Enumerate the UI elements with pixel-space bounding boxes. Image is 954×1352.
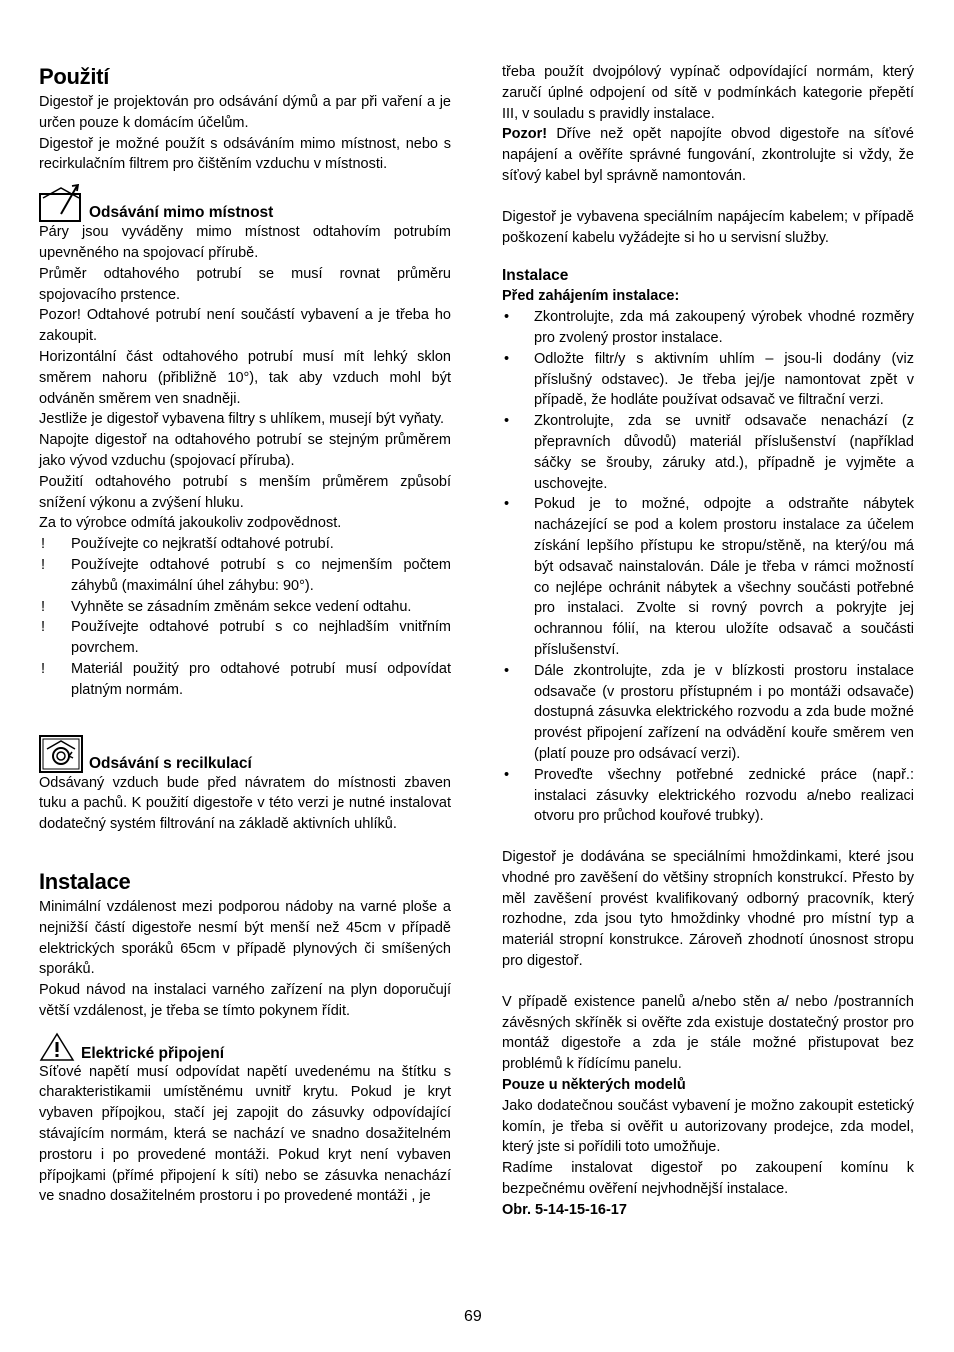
kabel-paragraph: Digestoř je vybavena speciálním napájecím kabelem; v případě poškození kabelu vyžádejte si ho u servisní služby. [502,208,914,246]
list-item: ! Používejte co nejkratší odtahové potrubí. [41,536,334,553]
instalace-paragraph-2: Pokud návod na instalaci varného zařízení na plyn doporučují větší vzdálenost, je třeba se tímto pokynem řídit. [39,982,451,1019]
pred-instalaci-list [502,307,914,827]
elektricke-heading-row [39,1032,451,1062]
list-item: ! Materiál použitý pro odtahové potrubí musí odpovídat platným normám. [41,660,451,698]
list-item: • Zkontrolujte, zda má zakoupený výrobek vhodné rozměry pro zvolený prostor instalace. [504,309,914,346]
recirkulace-paragraph: Odsávaný vzduch bude před návratem do místnosti zbaven tuku a pachů. K použití digestoře v této verzi je nutné instalovat dodatečný systém filtrování na základě aktivních uhlíků. [39,774,451,833]
odsavani-rules-list [39,534,451,700]
instalace-paragraph-1: Minimální vzdálenost mezi podporou nádoby na varné ploše a nejnižší částí digestoře nesmí být menší než 45cm v případě elektrických sporáků 65cm v případě plynových či smíšených sporáků. [39,898,451,978]
odsavani-paragraph-7: Použití odtahového potrubí s menším průměrem způsobí snížení výkonu a zvýšení hluku. [39,473,451,511]
heading-instalace-right: Instalace [502,267,569,285]
list-item: • Zkontrolujte, zda se uvnitř odsavače nenachází (z přepravních důvodů) materiál příslušenství (například sáčky se šrouby, záruky atd.), případně je vyjměte a uschovejte. [504,413,914,492]
odsavani-paragraph-5: Jestliže je digestoř vybavena filtry s uhlíkem, musejí být vyňaty. [39,411,445,428]
hmozdinky-paragraph: Digestoř je dodávána se speciálními hmoždinkami, které jsou vhodné pro zavěšení do většiny stropních konstrukcí. Přesto by měl zavěšení provést kvalifikovaný odborný pracovník, který rozhodne, zda jsou tyto hmoždinky vhodné pro místní typ a materiál stropní konstrukce. Zároveň zhodnotí únosnost stropu pro digestoř. [502,849,914,970]
elektricke-paragraph: Síťové napětí musí odpovídat napětí uvedenému na štítku s charakteristikamii umístěnému uvnitř krytu. Pokud je kryt vybaven přípojkou, stačí jej zapojit do zásuvky odpovídající stávajícím normám, která se nachází ve snadno dosažitelném prostoru i po provedené montáži. Pokud kryt není vybaven přípojkami (přímé připojení k síti) nebo se zásuvka nenachází ve snadno dosažitelném prostoru i po provedené montáži , je [39,1063,451,1205]
left-column [39,62,451,1207]
pozor-label: Pozor! [502,126,548,143]
heading-odsavani-mimo: Odsávání mimo místnost [89,204,274,222]
panely-paragraph: V případě existence panelů a/nebo stěn a/ nebo /postranních závěsných skříněk si ověřte zda existuje dostatečný prostor pro montáž digestoře a zda je stále možné přistupovat bez problémů k řídícímu panelu. [502,993,914,1073]
heading-recirkulace: Odsávání s recilkulací [89,754,252,772]
right-column [502,62,914,1221]
heading-pouze-modely: Pouze u některých modelů [502,1077,686,1094]
list-item: ! Používejte odtahové potrubí s co nejhladším vnitřním povrchem. [41,619,451,657]
pouziti-paragraph-2: Digestoř je možné použít s odsáváním mimo místnost, nebo s recirkulačním filtrem pro čištěním vzduchu v místnosti. [39,135,451,173]
odsavani-mimo-heading-row [39,184,451,222]
recirculation-icon [39,735,83,773]
odsavani-paragraph-8: Za to výrobce odmítá jakoukoliv zodpovědnost. [39,515,342,532]
odsavani-paragraph-2: Průměr odtahového potrubí se musí rovnat průměru spojovacího prstence. [39,265,451,303]
list-item: • Dále zkontrolujte, zda je v blízkosti prostoru instalace odsavače (v prostoru přístupném i po montáži odsavače) dostupná zásuvka elektrického rozvodu a zda bude možné provést připojení zařízení na odvádění kouře směrem ven (platí pouze pro odsávací verzi). [504,662,914,762]
figure-reference: Obr. 5-14-15-16-17 [502,1201,627,1218]
page-number: 69 [464,1308,482,1325]
komin-paragraph-2: Radíme instalovat digestoř po zakoupení komínu k bezpečnému ověření nejvhodnější instalace. [502,1160,914,1198]
recirkulace-heading-row [39,735,451,773]
list-item: • Proveďte všechny potřebné zednické práce (např.: instalaci zásuvky elektrického rozvodu a/nebo realizaci otvoru pro průchod kouřové trubky). [504,766,914,825]
list-item: • Pokud je to možné, odpojte a odstraňte nábytek nacházející se pod a kolem prostoru instalace za účelem získání lepšího přístupu ke stropu/stěně, na který/ou má být odsavač nainstalován. Dále je třeba v rámci možností co nejlépe ochránit nábytek a všechny součásti potřebné pro instalaci. Zvolte si rovný povrch a pokryjte jej ochrannou fólií, na kterou uložíte odsavač a součásti příslušenství. [504,496,914,658]
list-item: ! Vyhněte se zásadním změnám sekce vedení odtahu. [41,598,412,615]
komin-paragraph-1: Jako dodatečnou součást vybavení je možno zakoupit estetický komín, je třeba si ověřit u autorizovany prodejce, zda model, který jste si pořídili toto umožňuje. [502,1097,914,1156]
warning-icon [39,1032,75,1062]
section-title-instalace: Instalace [39,868,131,894]
heading-elektricke: Elektrické připojení [81,1044,224,1062]
list-item: ! Používejte odtahové potrubí s co nejmenším počtem záhybů (maximální úhel záhybu: 90°). [41,556,451,594]
odsavani-paragraph-6: Napojte digestoř na odtahového potrubí se stejným průměrem jako vývod vzduchu (spojovací příruba). [39,432,451,469]
odsavani-paragraph-3: Pozor! Odtahové potrubí není součástí vybavení a je třeba ho zakoupit. [39,307,451,345]
odsavani-paragraph-4: Horizontální část odtahového potrubí musí mít lehký sklon směrem nahoru (přibližně 10°), tak aby vzduch mohl být odváněn směrem ven snadněji. [39,348,451,407]
odsavani-paragraph-1: Páry jsou vyváděny mimo místnost odtahovím potrubím upevněného na spojovací přírubě. [39,224,451,261]
heading-pred-zahajenim: Před zahájením instalace: [502,288,680,305]
section-title-pouziti: Použití [39,64,110,89]
outdoor-exhaust-icon [39,184,83,222]
list-item: • Odložte filtr/y s aktivním uhlím – jsou-li dodány (viz příslušný odstavec). Je třeba jej/je namontovat zpět v případě, že hodláte používat odsavač ve filtrační verzi. [504,350,914,409]
pozor-paragraph: Pozor! Dříve než opět napojíte obvod digestoře na síťové napájení a ověříte správné fungování, zkontrolujte si vždy, že síťový kabel byl správně namontován. [502,126,914,184]
continued-paragraph: třeba použít dvojpólový vypínač odpovídající normám, který zaručí úplné odpojení od sítě v podmínkách kategorie přepětí III, v souladu s pravidly instalace. [502,64,914,122]
pouziti-paragraph-1: Digestoř je projektován pro odsávání dýmů a par při vaření a je určen pouze k domácím účelům. [39,94,451,131]
